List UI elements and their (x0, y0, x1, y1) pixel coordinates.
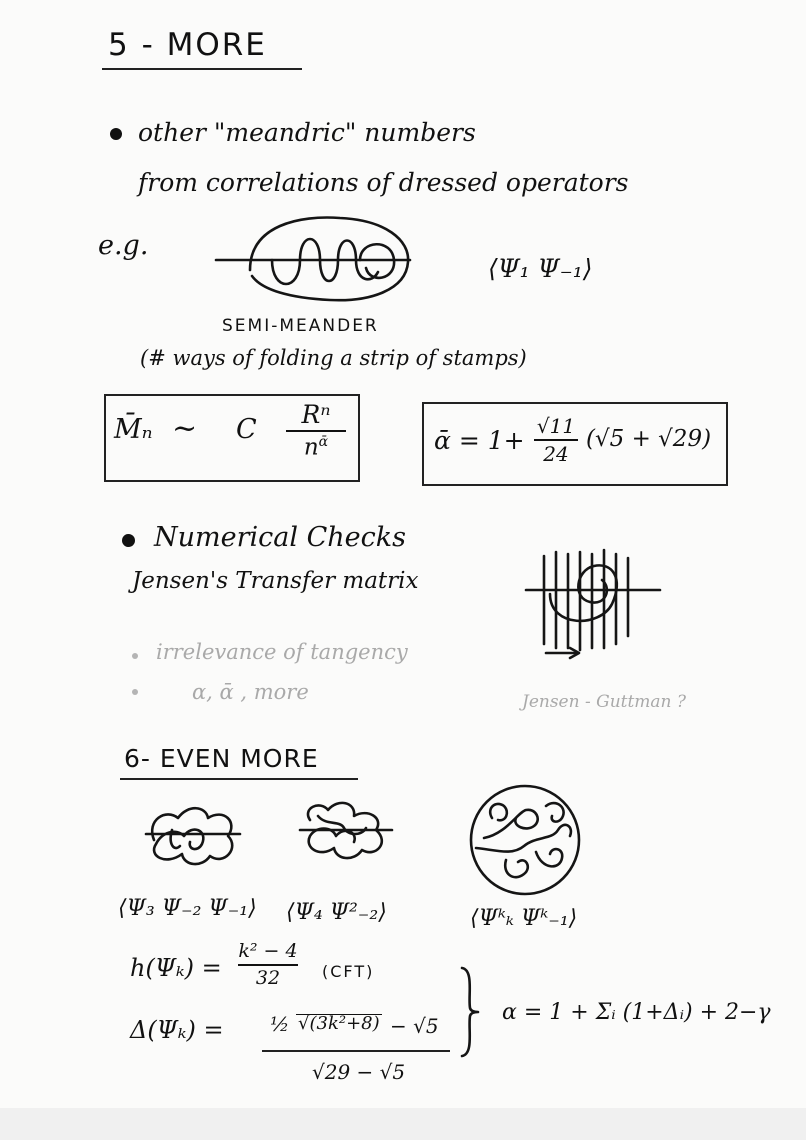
correlator-psi1: ⟨Ψ₁ Ψ₋₁⟩ (488, 254, 593, 283)
section-5-underline (102, 68, 302, 70)
meander-tangle-1-drawing (144, 800, 244, 870)
jensen-guttman-note: Jensen - Guttman ? (522, 692, 687, 712)
meander-tangle-2-drawing (296, 796, 396, 868)
numerical-checks: Numerical Checks (154, 522, 406, 553)
right-brace-icon (458, 966, 480, 1058)
semi-meander-label: SEMI-MEANDER (222, 316, 379, 336)
formula-fraction (286, 402, 346, 460)
delta-num-minus: − √5 (390, 1014, 439, 1038)
alpha-more-note: α, ᾱ , more (192, 680, 309, 704)
fraction-bar (286, 430, 346, 432)
correlator-psi4: ⟨Ψ₄ Ψ²₋₂⟩ (286, 900, 387, 925)
bullet-dot-faint (132, 689, 138, 695)
alpha-bar-num: √11 (536, 414, 576, 438)
transfer-matrix-text: Jensen's Transfer matrix (132, 568, 419, 594)
delta-formula-lhs: Δ(Ψₖ) = (130, 1016, 224, 1044)
bullet-dot-faint (132, 653, 138, 659)
alpha-bar-fraction (534, 416, 578, 464)
scan-edge (0, 1108, 806, 1140)
bullet-meandric-numbers: other "meandric" numbers (138, 118, 476, 147)
bullet-dot (122, 534, 135, 547)
alpha-sum-formula: α = 1 + Σᵢ (1+Δᵢ) + 2−γ (502, 1000, 771, 1025)
h-formula-fraction (238, 942, 298, 988)
delta-num-root: √(3k²+8) (298, 1013, 380, 1034)
fraction-bar (238, 964, 298, 966)
semi-meander-drawing (210, 210, 420, 310)
formula-numerator: Rⁿ (301, 400, 331, 429)
section-6-heading: 6- EVEN MORE (124, 744, 319, 773)
right-arrow-icon (544, 645, 584, 661)
delta-num-half: ½ (270, 1012, 290, 1036)
formula-c: C (236, 414, 257, 445)
dressed-operators-text: from correlations of dressed operators (138, 168, 629, 197)
alpha-bar-lhs: ᾱ = 1+ (434, 426, 525, 455)
transfer-matrix-drawing (520, 548, 665, 658)
fraction-bar (534, 439, 578, 441)
cft-tag: (CFT) (322, 962, 375, 981)
section-5-heading: 5 - MORE (108, 27, 267, 63)
h-formula-num: k² − 4 (238, 940, 298, 962)
bullet-dot (110, 128, 122, 140)
eg-label: e.g. (98, 230, 149, 261)
formula-den-base: n (303, 434, 319, 461)
alpha-bar-den: 24 (543, 442, 569, 466)
delta-fraction-bar (262, 1050, 450, 1052)
tangency-note: irrelevance of tangency (156, 640, 408, 664)
formula-denominator (304, 435, 328, 460)
semi-meander-note: (# ways of folding a strip of stamps) (140, 346, 527, 370)
formula-tilde: ~ (172, 411, 198, 446)
formula-mn: M̄ₙ (114, 414, 153, 445)
formula-den-exp: ᾱ (318, 434, 329, 450)
section-6-underline (120, 778, 358, 780)
correlator-psi3: ⟨Ψ₃ Ψ₋₂ Ψ₋₁⟩ (118, 896, 257, 921)
delta-den: √29 − √5 (312, 1060, 406, 1084)
meander-tangle-3-drawing (466, 790, 584, 890)
correlator-psik: ⟨Ψᵏₖ Ψᵏ₋₁⟩ (470, 906, 578, 931)
h-formula-lhs: h(Ψₖ) = (130, 954, 222, 982)
alpha-bar-roots: (√5 + √29) (586, 426, 712, 452)
h-formula-den: 32 (255, 967, 281, 989)
